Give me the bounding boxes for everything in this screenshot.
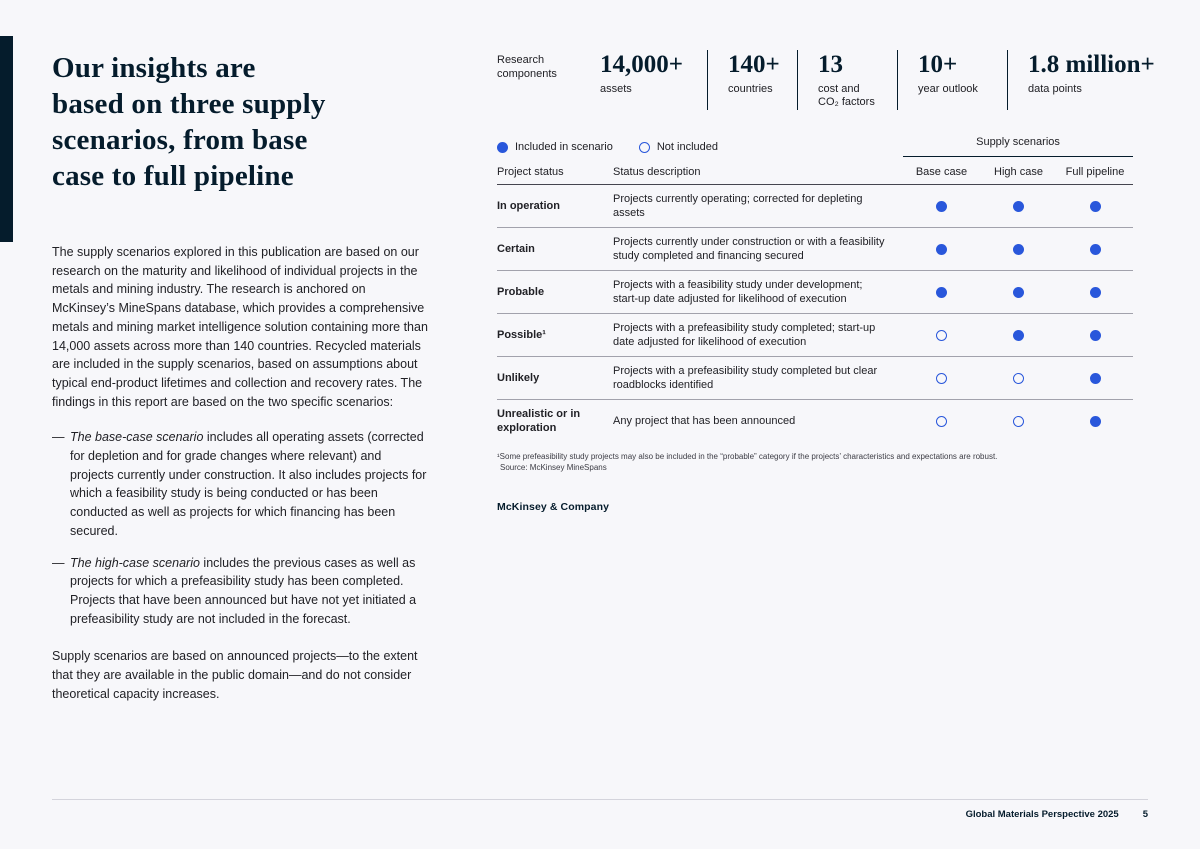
stats-label: Research components (497, 54, 557, 80)
status-description: Projects currently operating; corrected for depleting assets (613, 193, 863, 219)
high-case-dot (1013, 330, 1024, 341)
stat-label: assets (600, 83, 632, 95)
col-header-high-case: High case (994, 166, 1043, 178)
col-header-base-case: Base case (915, 166, 968, 178)
footer (966, 809, 1148, 820)
stat-year-outlook (897, 50, 1007, 110)
title-line: case to full pipeline (52, 160, 294, 192)
table-row-certain (497, 228, 1133, 271)
base-case-dot (936, 416, 947, 427)
stat-label: cost and CO₂ factors (818, 83, 875, 108)
stat-label: countries (728, 83, 773, 95)
supply-scenarios-header: Supply scenarios (903, 136, 1133, 157)
status-description: Projects with a feasibility study under development; start-up date adjusted for likelihood of execution (613, 279, 863, 305)
base-case-dot (936, 287, 947, 298)
stat-value: 140+ (728, 51, 780, 78)
title-accent-bar (0, 36, 13, 242)
bullet-high-case-rest: includes the previous cases as well as projects for which a prefeasibility study has been completed. Projects that have been announced but have not yet initiated a prefeasibility study are not included in the forecast. (70, 555, 417, 626)
table-header-row (497, 166, 1133, 185)
base-case-dot (936, 330, 947, 341)
title-line: Our insights are (52, 52, 256, 84)
high-case-dot (1013, 373, 1024, 384)
project-status: Probable (497, 286, 545, 298)
stat-data-points (1007, 50, 1155, 110)
footnote (497, 452, 1147, 473)
bullet-high-case (52, 554, 428, 629)
footer-rule (52, 799, 1148, 800)
stat-label: year outlook (918, 83, 978, 95)
high-case-dot (1013, 201, 1024, 212)
closing-paragraph: Supply scenarios are based on announced projects—to the extent that they are available in the public domain—and do not consider theoretical capacity increases. (52, 649, 418, 701)
base-case-dot (936, 244, 947, 255)
table-row-unrealistic (497, 400, 1133, 442)
not-included-dot-icon (639, 142, 650, 153)
table-row-in-operation (497, 185, 1133, 228)
full-pipeline-dot (1090, 201, 1101, 212)
table-row-unlikely (497, 357, 1133, 400)
bullet-dash: — (52, 430, 65, 445)
stat-countries (707, 50, 797, 110)
status-description: Projects with a prefeasibility study completed but clear roadblocks identified (613, 365, 878, 391)
full-pipeline-dot (1090, 416, 1101, 427)
base-case-dot (936, 201, 947, 212)
project-status: Unrealistic or in exploration (497, 408, 581, 434)
high-case-dot (1013, 287, 1024, 298)
col-header-project-status: Project status (497, 166, 564, 178)
full-pipeline-dot (1090, 244, 1101, 255)
bullet-high-case-lead: The high-case scenario (70, 555, 200, 570)
stat-value: 14,000+ (600, 51, 683, 78)
included-dot-icon (497, 142, 508, 153)
col-header-status-description: Status description (613, 166, 701, 178)
full-pipeline-dot (1090, 287, 1101, 298)
page-title (52, 50, 432, 194)
left-column-text (52, 243, 428, 703)
stat-label: data points (1028, 83, 1082, 95)
bullet-base-case-lead: The base-case scenario (70, 430, 204, 445)
project-status: Possible¹ (497, 329, 546, 341)
full-pipeline-dot (1090, 373, 1101, 384)
stat-value: 10+ (918, 51, 958, 78)
bullet-high-case-text (70, 554, 428, 629)
bullet-base-case-text (70, 428, 428, 540)
footer-publication: Global Materials Perspective 2025 (965, 809, 1119, 820)
title-line: scenarios, from base (52, 124, 308, 156)
source-text: Source: McKinsey MineSpans (500, 462, 607, 472)
bullet-base-case-rest: includes all operating assets (corrected for depletion and for grade changes where relevant) and projects currently under construction. It also includes projects for which a feasibility study is being conducted or has been conducted as well as projects for which financing has been secured. (70, 430, 427, 538)
project-status: Certain (497, 243, 535, 255)
high-case-dot (1013, 244, 1024, 255)
legend-included-label: Included in scenario (515, 141, 613, 153)
bullet-base-case (52, 428, 428, 540)
bullet-dash: — (52, 555, 65, 570)
scenario-table (497, 166, 1133, 442)
status-description: Projects with a prefeasibility study completed; start-up date adjusted for likelihood of execution (613, 322, 876, 348)
status-description: Any project that has been announced (613, 415, 796, 427)
base-case-dot (936, 373, 947, 384)
table-row-probable (497, 271, 1133, 314)
legend (497, 141, 718, 153)
project-status: Unlikely (497, 372, 540, 384)
intro-paragraph: The supply scenarios explored in this publication are based on our research on the maturity and likelihood of individual projects in the metals and mining industry. The research is anchored on McKinsey’s MineSpans database, which provides a comprehensive metals and mining market intelligence solution containing more than 14,000 assets across more than 140 countries. Recycled materials are included in the supply scenarios, based on assumptions about typical end-product lifetimes and collection and recovery rates. The findings in this report are based on the two specific scenarios: (52, 245, 428, 409)
stat-value: 13 (818, 51, 843, 78)
project-status: In operation (497, 200, 560, 212)
table-row-possible (497, 314, 1133, 357)
footnote-text: ¹Some prefeasibility study projects may also be included in the “probable” category if the projects’ characteristics and expectations are robust. (497, 452, 998, 461)
stat-cost-co2-factors (797, 50, 895, 110)
legend-not-included-label: Not included (656, 141, 718, 153)
status-description: Projects currently under construction or with a feasibility study completed and financing secured (613, 236, 885, 262)
col-header-full-pipeline: Full pipeline (1065, 166, 1125, 178)
title-line: based on three supply (52, 88, 326, 120)
stat-value: 1.8 million+ (1028, 51, 1155, 78)
stat-assets (600, 50, 707, 110)
footer-page-number: 5 (1142, 809, 1148, 820)
research-components-stats (497, 50, 1155, 110)
mckinsey-logo: McKinsey & Company (497, 501, 610, 513)
high-case-dot (1013, 416, 1024, 427)
full-pipeline-dot (1090, 330, 1101, 341)
